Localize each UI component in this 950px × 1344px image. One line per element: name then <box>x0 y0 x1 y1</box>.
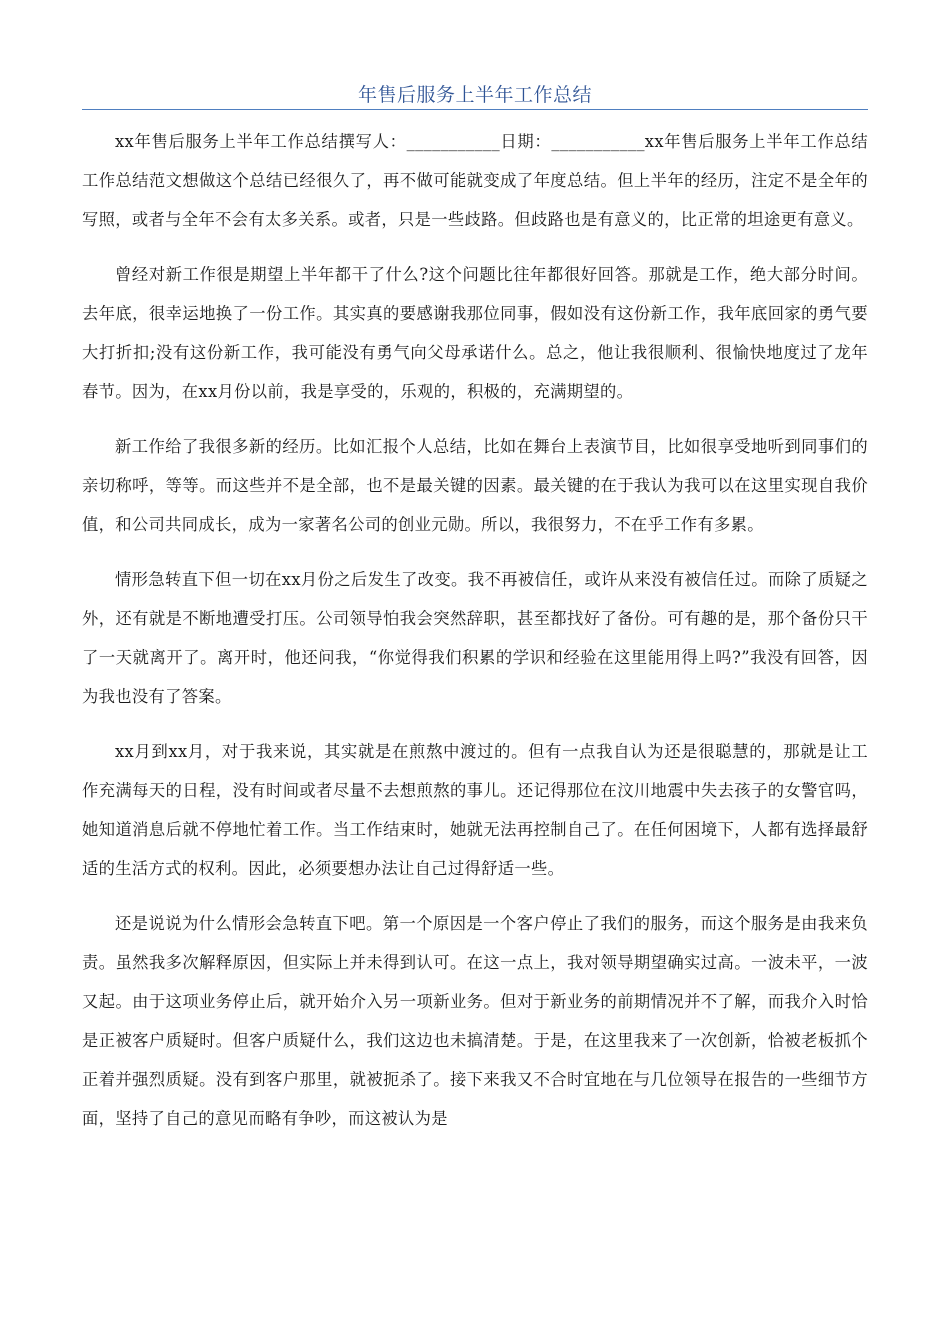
paragraph-4: 情形急转直下但一切在xx月份之后发生了改变。我不再被信任，或许从来没有被信任过。而除了质疑之外，还有就是不断地遭受打压。公司领导怕我会突然辞职，甚至都找好了备份。可有趣的是，那个备份只干了一天就离开了。离开时，他还问我，“你觉得我们积累的学识和经验在这里能用得上吗?”我没有回答，因为我也没有了答案。 <box>82 570 868 706</box>
document-title: 年售后服务上半年工作总结 <box>357 84 592 106</box>
paragraph-1: xx年售后服务上半年工作总结撰写人：___________日期：___________xx年售后服务上半年工作总结工作总结范文想做这个总结已经很久了，再不做可能就变成了年度总结。但上半年的经历，注定不是全年的写照，或者与全年不会有太多关系。或者，只是一些歧路。但歧路也是有意义的，比正常的坦途更有意义。 <box>82 132 868 229</box>
paragraph-5: xx月到xx月，对于我来说，其实就是在煎熬中渡过的。但有一点我自认为还是很聪慧的，那就是让工作充满每天的日程，没有时间或者尽量不去想煎熬的事儿。还记得那位在汶川地震中失去孩子的女警官吗，她知道消息后就不停地忙着工作。当工作结束时，她就无法再控制自己了。在任何困境下，人都有选择最舒适的生活方式的权利。因此，必须要想办法让自己过得舒适一些。 <box>82 742 868 878</box>
paragraph-2: 曾经对新工作很是期望上半年都干了什么?这个问题比往年都很好回答。那就是工作，绝大部分时间。去年底，很幸运地换了一份工作。其实真的要感谢我那位同事，假如没有这份新工作，我年底回家的勇气要大打折扣;没有这份新工作，我可能没有勇气向父母承诺什么。总之，他让我很顺利、很愉快地度过了龙年春节。因为，在xx月份以前，我是享受的，乐观的，积极的，充满期望的。 <box>82 265 868 401</box>
paragraph-6: 还是说说为什么情形会急转直下吧。第一个原因是一个客户停止了我们的服务，而这个服务是由我来负责。虽然我多次解释原因，但实际上并未得到认可。在这一点上，我对领导期望确实过高。一波未平，一波又起。由于这项业务停止后，就开始介入另一项新业务。但对于新业务的前期情况并不了解，而我介入时恰是正被客户质疑时。但客户质疑什么，我们这边也未搞清楚。于是，在这里我来了一次创新，恰被老板抓个正着并强烈质疑。没有到客户那里，就被扼杀了。接下来我又不合时宜地在与几位领导在报告的一些细节方面，坚持了自己的意见而略有争吵，而这被认为是 <box>82 914 868 1128</box>
title-underline <box>82 109 868 110</box>
document-body <box>82 122 868 1154</box>
paragraph-3: 新工作给了我很多新的经历。比如汇报个人总结，比如在舞台上表演节目，比如很享受地听到同事们的亲切称呼，等等。而这些并不是全部，也不是最关键的因素。最关键的在于我认为我可以在这里实现自我价值，和公司共同成长，成为一家著名公司的创业元勋。所以，我很努力，不在乎工作有多累。 <box>82 437 868 534</box>
